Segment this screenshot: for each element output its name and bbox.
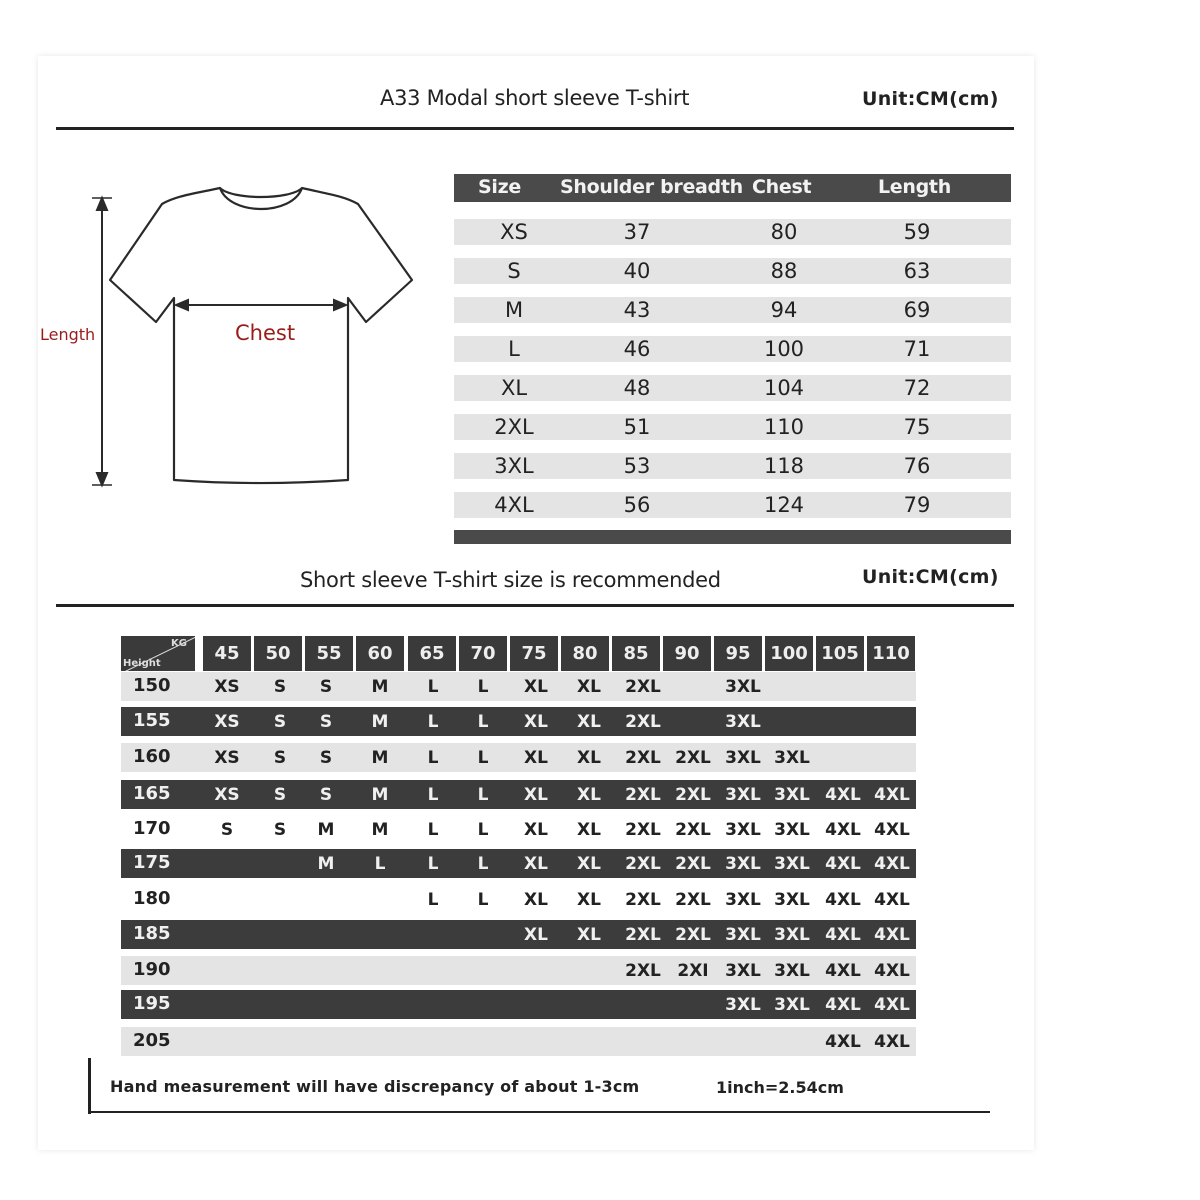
recommended-size-cell: 2XL	[675, 820, 711, 840]
recommended-size-cell: S	[319, 677, 333, 697]
corner-kg-label: KG	[171, 638, 187, 649]
recommended-size-cell: 4XL	[874, 925, 910, 945]
length-cell: 59	[903, 220, 931, 244]
recommended-size-cell: 3XL	[774, 854, 810, 874]
size-table-row	[454, 297, 1011, 323]
discrepancy-note: Hand measurement will have discrepancy of about 1-3cm	[110, 1077, 640, 1096]
recommended-size-cell: L	[374, 854, 386, 874]
shoulder-cell: 51	[623, 415, 651, 439]
recommended-size-cell: 2XL	[625, 748, 661, 768]
recommended-size-cell: L	[477, 748, 489, 768]
recommended-size-cell: 2XL	[675, 890, 711, 910]
recommended-size-cell: XL	[577, 677, 601, 697]
size-cell: M	[504, 298, 524, 322]
weight-header-cell: 75	[510, 636, 558, 671]
recommended-size-cell: M	[371, 820, 389, 840]
recommended-size-cell: S	[273, 748, 287, 768]
recommended-size-cell: XS	[214, 785, 240, 805]
recommended-size-cell: XL	[524, 748, 548, 768]
recommended-size-cell: 3XL	[725, 748, 761, 768]
recommended-size-cell: 2XL	[625, 961, 661, 981]
chest-cell: 80	[770, 220, 798, 244]
recommended-size-cell: 3XL	[774, 785, 810, 805]
recommended-size-cell: 3XL	[774, 820, 810, 840]
length-cell: 71	[903, 337, 931, 361]
recommended-size-cell: 2XL	[625, 820, 661, 840]
recommended-size-cell: L	[427, 820, 439, 840]
recommended-size-cell: XL	[524, 677, 548, 697]
recommended-size-cell: S	[319, 712, 333, 732]
header-divider	[56, 127, 1014, 130]
length-cell: 75	[903, 415, 931, 439]
recommended-size-cell: 4XL	[874, 854, 910, 874]
recommended-size-cell: 4XL	[825, 785, 861, 805]
recommended-size-cell: 2XI	[677, 961, 709, 981]
recommended-size-cell: 4XL	[825, 820, 861, 840]
recommended-size-cell: 2XL	[625, 890, 661, 910]
height-cell: 160	[133, 746, 171, 767]
recommended-size-cell: 2XL	[625, 712, 661, 732]
recommend-row	[121, 990, 916, 1019]
chest-cell: 88	[770, 259, 798, 283]
height-cell: 205	[133, 1030, 171, 1051]
corner-height-label: Height	[123, 658, 161, 669]
height-cell: 175	[133, 852, 171, 873]
recommended-size-cell: XL	[524, 820, 548, 840]
recommended-size-cell: 4XL	[874, 820, 910, 840]
header-length: Length	[878, 176, 951, 198]
size-table-footer-bar	[454, 530, 1011, 544]
shoulder-cell: 46	[623, 337, 651, 361]
shoulder-cell: 43	[623, 298, 651, 322]
size-table-row	[454, 219, 1011, 245]
recommended-size-cell: M	[317, 854, 335, 874]
recommended-size-cell: L	[427, 854, 439, 874]
size-table-header	[454, 174, 1011, 202]
recommend-row	[121, 743, 916, 772]
weight-header-cell: 70	[459, 636, 507, 671]
header-shoulder: Shoulder breadth	[560, 176, 743, 198]
size-table-row	[454, 336, 1011, 362]
recommended-size-cell: S	[319, 748, 333, 768]
size-table-row	[454, 414, 1011, 440]
recommend-row	[121, 815, 916, 844]
recommended-size-cell: 3XL	[725, 785, 761, 805]
recommended-size-cell: L	[477, 890, 489, 910]
recommended-size-cell: 4XL	[825, 890, 861, 910]
recommended-size-cell: S	[273, 712, 287, 732]
chest-cell: 100	[763, 337, 805, 361]
recommend-unit-label: Unit:CM(cm)	[862, 566, 999, 588]
size-table-row	[454, 492, 1011, 518]
recommended-size-cell: 3XL	[725, 854, 761, 874]
shoulder-cell: 40	[623, 259, 651, 283]
weight-header-cell: 45	[203, 636, 251, 671]
recommended-size-cell: 3XL	[725, 961, 761, 981]
recommended-size-cell: 2XL	[675, 925, 711, 945]
chest-cell: 110	[763, 415, 805, 439]
recommended-size-cell: M	[371, 712, 389, 732]
recommended-size-cell: 4XL	[825, 995, 861, 1015]
recommend-row	[121, 672, 916, 701]
recommended-size-cell: 2XL	[625, 785, 661, 805]
recommended-size-cell: XS	[214, 712, 240, 732]
weight-header-cell: 95	[714, 636, 762, 671]
recommended-size-cell: 3XL	[725, 712, 761, 732]
chest-cell: 118	[763, 454, 805, 478]
length-cell: 76	[903, 454, 931, 478]
recommended-size-cell: 2XL	[675, 854, 711, 874]
recommend-row	[121, 1027, 916, 1056]
length-cell: 79	[903, 493, 931, 517]
chart-title: A33 Modal short sleeve T-shirt	[380, 86, 690, 110]
recommended-size-cell: L	[477, 854, 489, 874]
recommended-size-cell: 3XL	[774, 961, 810, 981]
recommend-row	[121, 780, 916, 809]
recommended-size-cell: L	[427, 890, 439, 910]
chest-cell: 124	[763, 493, 805, 517]
recommend-row	[121, 707, 916, 736]
height-cell: 155	[133, 710, 171, 731]
recommended-size-cell: XL	[524, 712, 548, 732]
recommended-size-cell: XL	[577, 820, 601, 840]
recommended-size-cell: L	[427, 712, 439, 732]
size-cell: 2XL	[494, 415, 534, 439]
weight-header-cell: 65	[408, 636, 456, 671]
size-cell: XL	[500, 376, 528, 400]
size-table-row	[454, 375, 1011, 401]
weight-header-cell: 100	[765, 636, 813, 671]
recommended-size-cell: 4XL	[825, 1032, 861, 1052]
recommended-size-cell: 3XL	[725, 890, 761, 910]
recommended-size-cell: L	[477, 820, 489, 840]
size-cell: XS	[500, 220, 528, 244]
recommended-size-cell: 3XL	[774, 748, 810, 768]
recommended-size-cell: 4XL	[825, 925, 861, 945]
height-cell: 170	[133, 818, 171, 839]
weight-header-cell: 55	[305, 636, 353, 671]
recommended-size-cell: XL	[577, 854, 601, 874]
note-vertical-line	[88, 1058, 91, 1114]
recommended-size-cell: S	[220, 820, 234, 840]
weight-header-cell: 80	[561, 636, 609, 671]
length-cell: 63	[903, 259, 931, 283]
recommended-size-cell: XL	[577, 712, 601, 732]
height-cell: 185	[133, 923, 171, 944]
recommend-row	[121, 885, 916, 914]
size-cell: S	[507, 259, 521, 283]
recommended-size-cell: 3XL	[725, 925, 761, 945]
shoulder-cell: 53	[623, 454, 651, 478]
weight-header-cell: 50	[254, 636, 302, 671]
recommended-size-cell: M	[371, 785, 389, 805]
recommended-size-cell: L	[477, 677, 489, 697]
recommended-size-cell: M	[371, 677, 389, 697]
recommended-size-cell: 2XL	[675, 748, 711, 768]
chest-cell: 94	[770, 298, 798, 322]
shoulder-cell: 37	[623, 220, 651, 244]
length-label: Length	[40, 325, 96, 344]
length-cell: 72	[903, 376, 931, 400]
recommended-size-cell: 4XL	[874, 785, 910, 805]
recommended-size-cell: 2XL	[625, 677, 661, 697]
size-table-row	[454, 453, 1011, 479]
recommended-size-cell: L	[427, 677, 439, 697]
chest-label: Chest	[235, 321, 296, 345]
recommended-size-cell: 2XL	[625, 925, 661, 945]
recommended-size-cell: S	[273, 677, 287, 697]
recommended-size-cell: XL	[577, 748, 601, 768]
recommended-size-cell: XL	[577, 890, 601, 910]
recommended-size-cell: XS	[214, 677, 240, 697]
corner-header	[121, 636, 195, 671]
recommended-size-cell: XL	[524, 854, 548, 874]
recommended-size-cell: 3XL	[725, 820, 761, 840]
weight-header-cell: 105	[816, 636, 864, 671]
height-cell: 195	[133, 993, 171, 1014]
recommended-size-cell: XL	[524, 785, 548, 805]
recommended-size-cell: 2XL	[625, 854, 661, 874]
recommend-row	[121, 920, 916, 949]
recommended-size-cell: XL	[524, 890, 548, 910]
recommended-size-cell: L	[427, 748, 439, 768]
recommend-row	[121, 849, 916, 878]
recommended-size-cell: 2XL	[675, 785, 711, 805]
recommended-size-cell: XS	[214, 748, 240, 768]
size-cell: 4XL	[494, 493, 534, 517]
footer-divider	[88, 1111, 990, 1113]
shoulder-cell: 56	[623, 493, 651, 517]
recommended-size-cell: 3XL	[725, 677, 761, 697]
chest-cell: 104	[763, 376, 805, 400]
header-chest: Chest	[752, 176, 812, 198]
recommended-size-cell: S	[273, 820, 287, 840]
recommended-size-cell: M	[371, 748, 389, 768]
recommended-size-cell: 4XL	[874, 995, 910, 1015]
weight-header-cell: 90	[663, 636, 711, 671]
recommended-size-cell: L	[477, 785, 489, 805]
height-cell: 190	[133, 959, 171, 980]
size-cell: L	[508, 337, 520, 361]
recommended-size-cell: M	[317, 820, 335, 840]
recommended-size-cell: 3XL	[774, 995, 810, 1015]
recommended-size-cell: 3XL	[774, 925, 810, 945]
recommend-divider	[56, 604, 1014, 607]
unit-label: Unit:CM(cm)	[862, 88, 999, 110]
height-cell: 150	[133, 675, 171, 696]
recommended-size-cell: 4XL	[825, 854, 861, 874]
recommended-size-cell: 4XL	[825, 961, 861, 981]
shoulder-cell: 48	[623, 376, 651, 400]
height-cell: 165	[133, 783, 171, 804]
recommended-size-cell: 3XL	[725, 995, 761, 1015]
recommend-row	[121, 956, 916, 985]
recommended-size-cell: XL	[577, 925, 601, 945]
recommended-size-cell: XL	[577, 785, 601, 805]
height-cell: 180	[133, 888, 171, 909]
recommend-title: Short sleeve T-shirt size is recommended	[300, 568, 721, 592]
weight-header-cell: 60	[356, 636, 404, 671]
header-size: Size	[478, 176, 521, 198]
recommended-size-cell: XL	[524, 925, 548, 945]
recommended-size-cell: 3XL	[774, 890, 810, 910]
recommended-size-cell: S	[319, 785, 333, 805]
recommended-size-cell: 4XL	[874, 1032, 910, 1052]
length-cell: 69	[903, 298, 931, 322]
recommended-size-cell: 4XL	[874, 890, 910, 910]
recommended-size-cell: 4XL	[874, 961, 910, 981]
weight-header-cell: 85	[612, 636, 660, 671]
recommended-size-cell: L	[427, 785, 439, 805]
inch-conversion-note: 1inch=2.54cm	[716, 1078, 844, 1097]
recommended-size-cell: S	[273, 785, 287, 805]
recommended-size-cell: L	[477, 712, 489, 732]
size-table-row	[454, 258, 1011, 284]
weight-header-cell: 110	[867, 636, 915, 671]
size-cell: 3XL	[494, 454, 534, 478]
